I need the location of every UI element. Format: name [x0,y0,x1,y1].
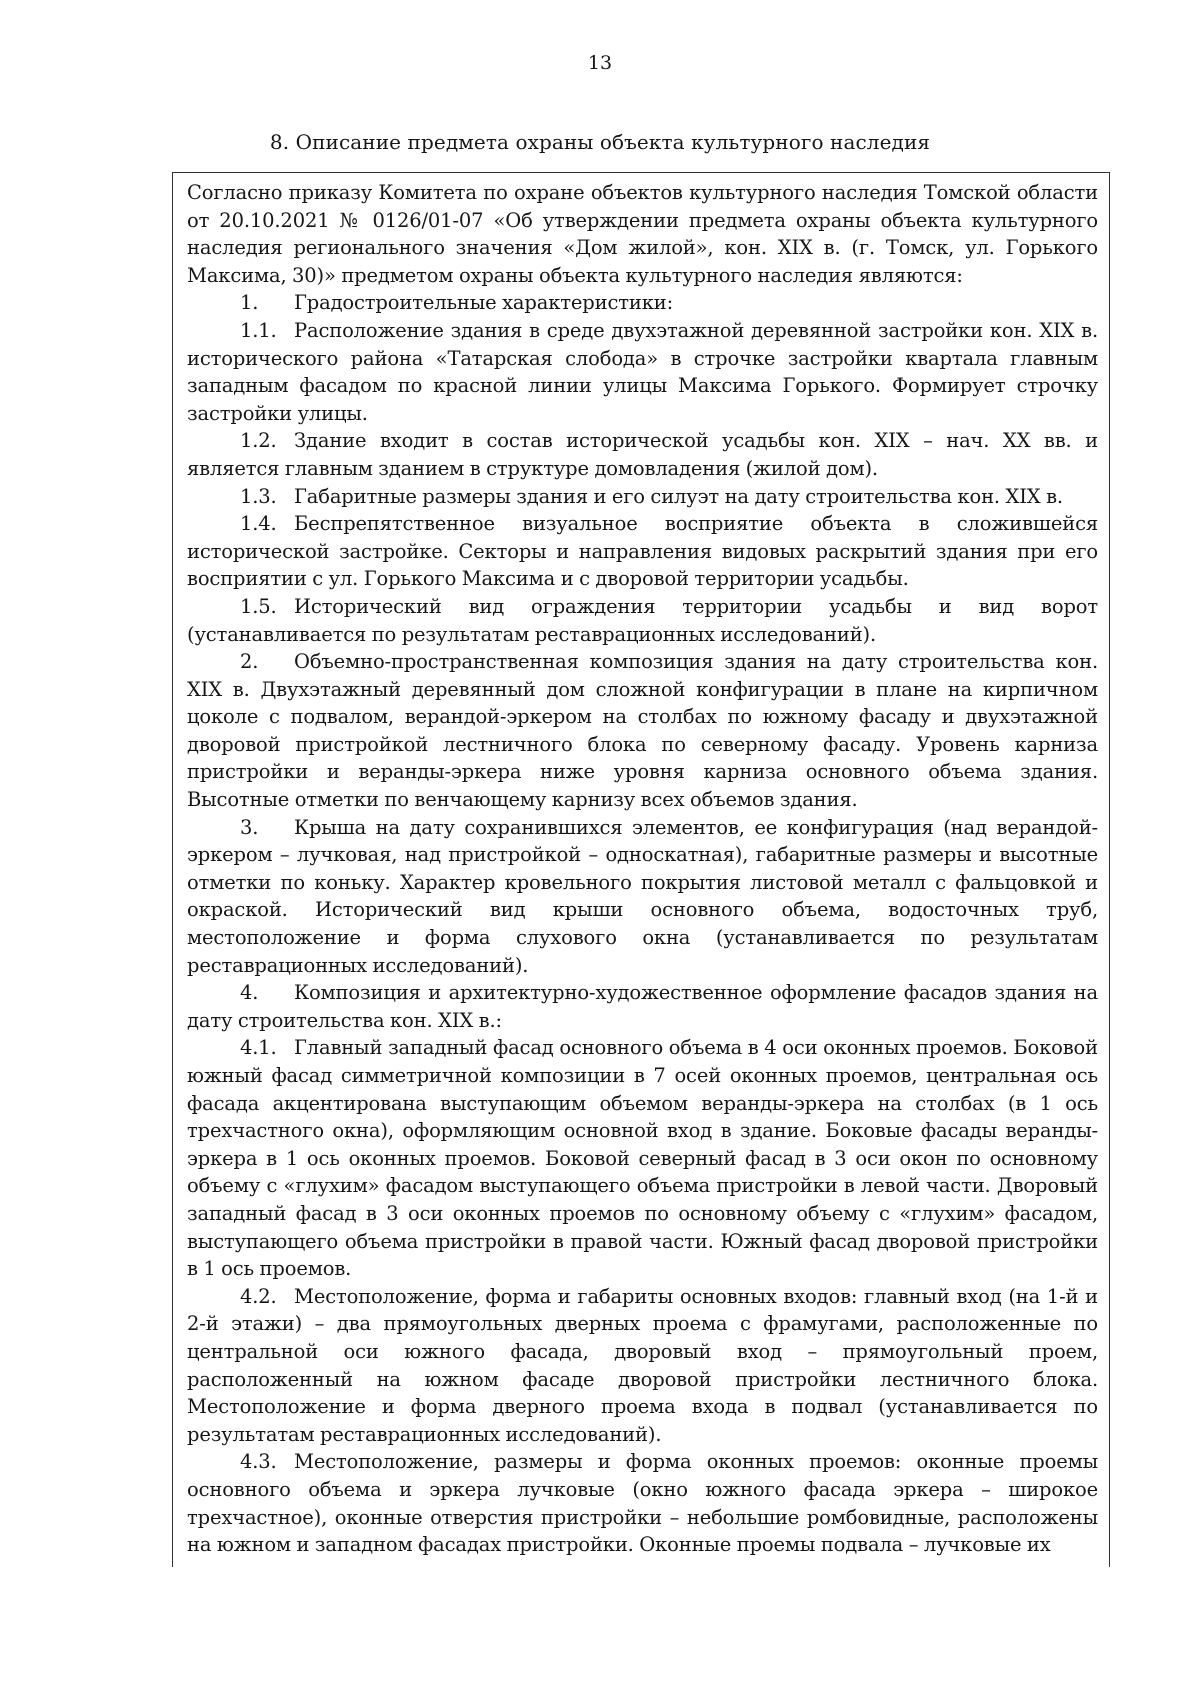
paragraph-text: Главный западный фасад основного объема в 4 оси оконных проемов. Боковой южный фасад симметричной композиции в 7 осей оконных проемов, центральная ось фасада акцентирована выступающим объемом веранды-эркера на столбах (в 1 ось трехчастного окна), оформляющим основной вход в здание. Боковые фасады веранды-эркера в 1 ось оконных проемов. Боковой северный фасад в 3 оси окон по основному объему с «глухим» фасадом выступающего объема пристройки в левой части. Дворовый западный фасад в 3 оси оконных проемов по основному объему с «глухим» фасадом, выступающего объема пристройки в правой части. Южный фасад дворовой пристройки в 1 ось проемов. [187,1036,1098,1281]
paragraph-number: 4.1. [240,1036,277,1060]
paragraph-number: 2. [240,650,259,674]
paragraph-2 [187,648,1098,814]
paragraph-4-2 [187,1283,1098,1449]
paragraph-text: Местоположение, форма и габариты основных входов: главный вход (на 1-й и 2-й этажи) – два прямоугольных дверных проема с фрамугами, расположенные по центральной оси южного фасада, дворовый вход – прямоугольный проем, расположенный на южном фасаде дворовой пристройки лестничного блока. Местоположение и форма дверного проема входа в подвал (устанавливается по результатам реставрационных исследований). [187,1284,1098,1446]
paragraph-4-3 [187,1448,1098,1558]
paragraph-text: Градостроительные характеристики: [294,291,674,315]
paragraph-1-4 [187,510,1098,593]
page-number: 13 [587,52,613,74]
paragraph-text: Расположение здания в среде двухэтажной деревянной застройки кон. XIX в. исторического района «Татарская слобода» в строчке застройки квартала главным западным фасадом по красной линии улицы Максима Горького. Формирует строчку застройки улицы. [187,318,1098,425]
paragraph-text: Местоположение, размеры и форма оконных проемов: оконные проемы основного объема и эркера лучковые (окно южного фасада эркера – широкое трехчастное), оконные отверстия пристройки – небольшие ромбовидные, расположены на южном и западном фасадах пристройки. Оконные проемы подвала – лучковые их [187,1450,1098,1557]
paragraph-text: Композиция и архитектурно-художественное оформление фасадов здания на дату строительства кон. XIX в.: [187,981,1098,1032]
paragraph-4 [187,979,1098,1034]
paragraph-number: 1. [240,291,259,315]
paragraph-text: Согласно приказу Комитета по охране объектов культурного наследия Томской области от 20.10.2021 № 0126/01-07 «Об утверждении предмета охраны объекта культурного наследия регионального значения «Дом жилой», кон. XIX в. (г. Томск, ул. Горького Максима, 30)» предметом охраны объекта культурного наследия являются: [187,181,1098,287]
paragraph-number: 1.5. [240,594,277,618]
section-title: 8. Описание предмета охраны объекта культурного наследия [269,130,931,154]
paragraph-1-5 [187,593,1098,648]
paragraph-text: Исторический вид ограждения территории усадьбы и вид ворот (устанавливается по результатам реставрационных исследований). [187,594,1098,646]
paragraph-1-3 [187,483,1098,511]
paragraph-1-2 [187,427,1098,482]
paragraph-1 [187,289,1098,317]
paragraph-text: Здание входит в состав исторической усадьбы кон. XIX – нач. XX вв. и является главным зданием в структуре домовладения (жилой дом). [187,429,1098,480]
content-frame [172,172,1110,1567]
paragraph-number: 1.4. [240,512,277,536]
paragraph-number: 1.1. [240,318,277,342]
paragraph-text: Крыша на дату сохранившихся элементов, ее конфигурация (над верандой-эркером – лучковая, над пристройкой – односкатная), габаритные размеры и высотные отметки по коньку. Характер кровельного покрытия листовой металл с фальцовкой и окраской. Исторический вид крыши основного объема, водосточных труб, местоположение и форма слухового окна (устанавливается по результатам реставрационных исследований). [187,815,1098,977]
paragraph-number: 4. [240,981,259,1005]
paragraph-text: Объемно-пространственная композиция здания на дату строительства кон. XIX в. Двухэтажный деревянный дом сложной конфигурации в плане на кирпичном цоколе с подвалом, верандой-эркером на столбах по южному фасаду и двухэтажной дворовой пристройкой лестничного блока по северному фасаду. Уровень карниза пристройки и веранды-эркера ниже уровня карниза основного объема здания. Высотные отметки по венчающему карнизу всех объемов здания. [187,650,1098,812]
paragraph-number: 3. [240,815,259,839]
paragraph-4-1 [187,1034,1098,1282]
paragraph-number: 1.2. [240,429,277,453]
paragraph-number: 1.3. [240,484,277,508]
paragraph-text: Беспрепятственное визуальное восприятие объекта в сложившейся исторической застройке. Секторы и направления видовых раскрытий здания при его восприятии с ул. Горького Максима и с дворовой территории усадьбы. [187,512,1098,591]
intro-paragraph [187,179,1098,289]
paragraph-text: Габаритные размеры здания и его силуэт на дату строительства кон. XIX в. [294,484,1063,508]
paragraph-number: 4.3. [240,1450,277,1474]
paragraph-number: 4.2. [240,1284,277,1308]
paragraph-1-1 [187,317,1098,427]
paragraph-3 [187,814,1098,980]
